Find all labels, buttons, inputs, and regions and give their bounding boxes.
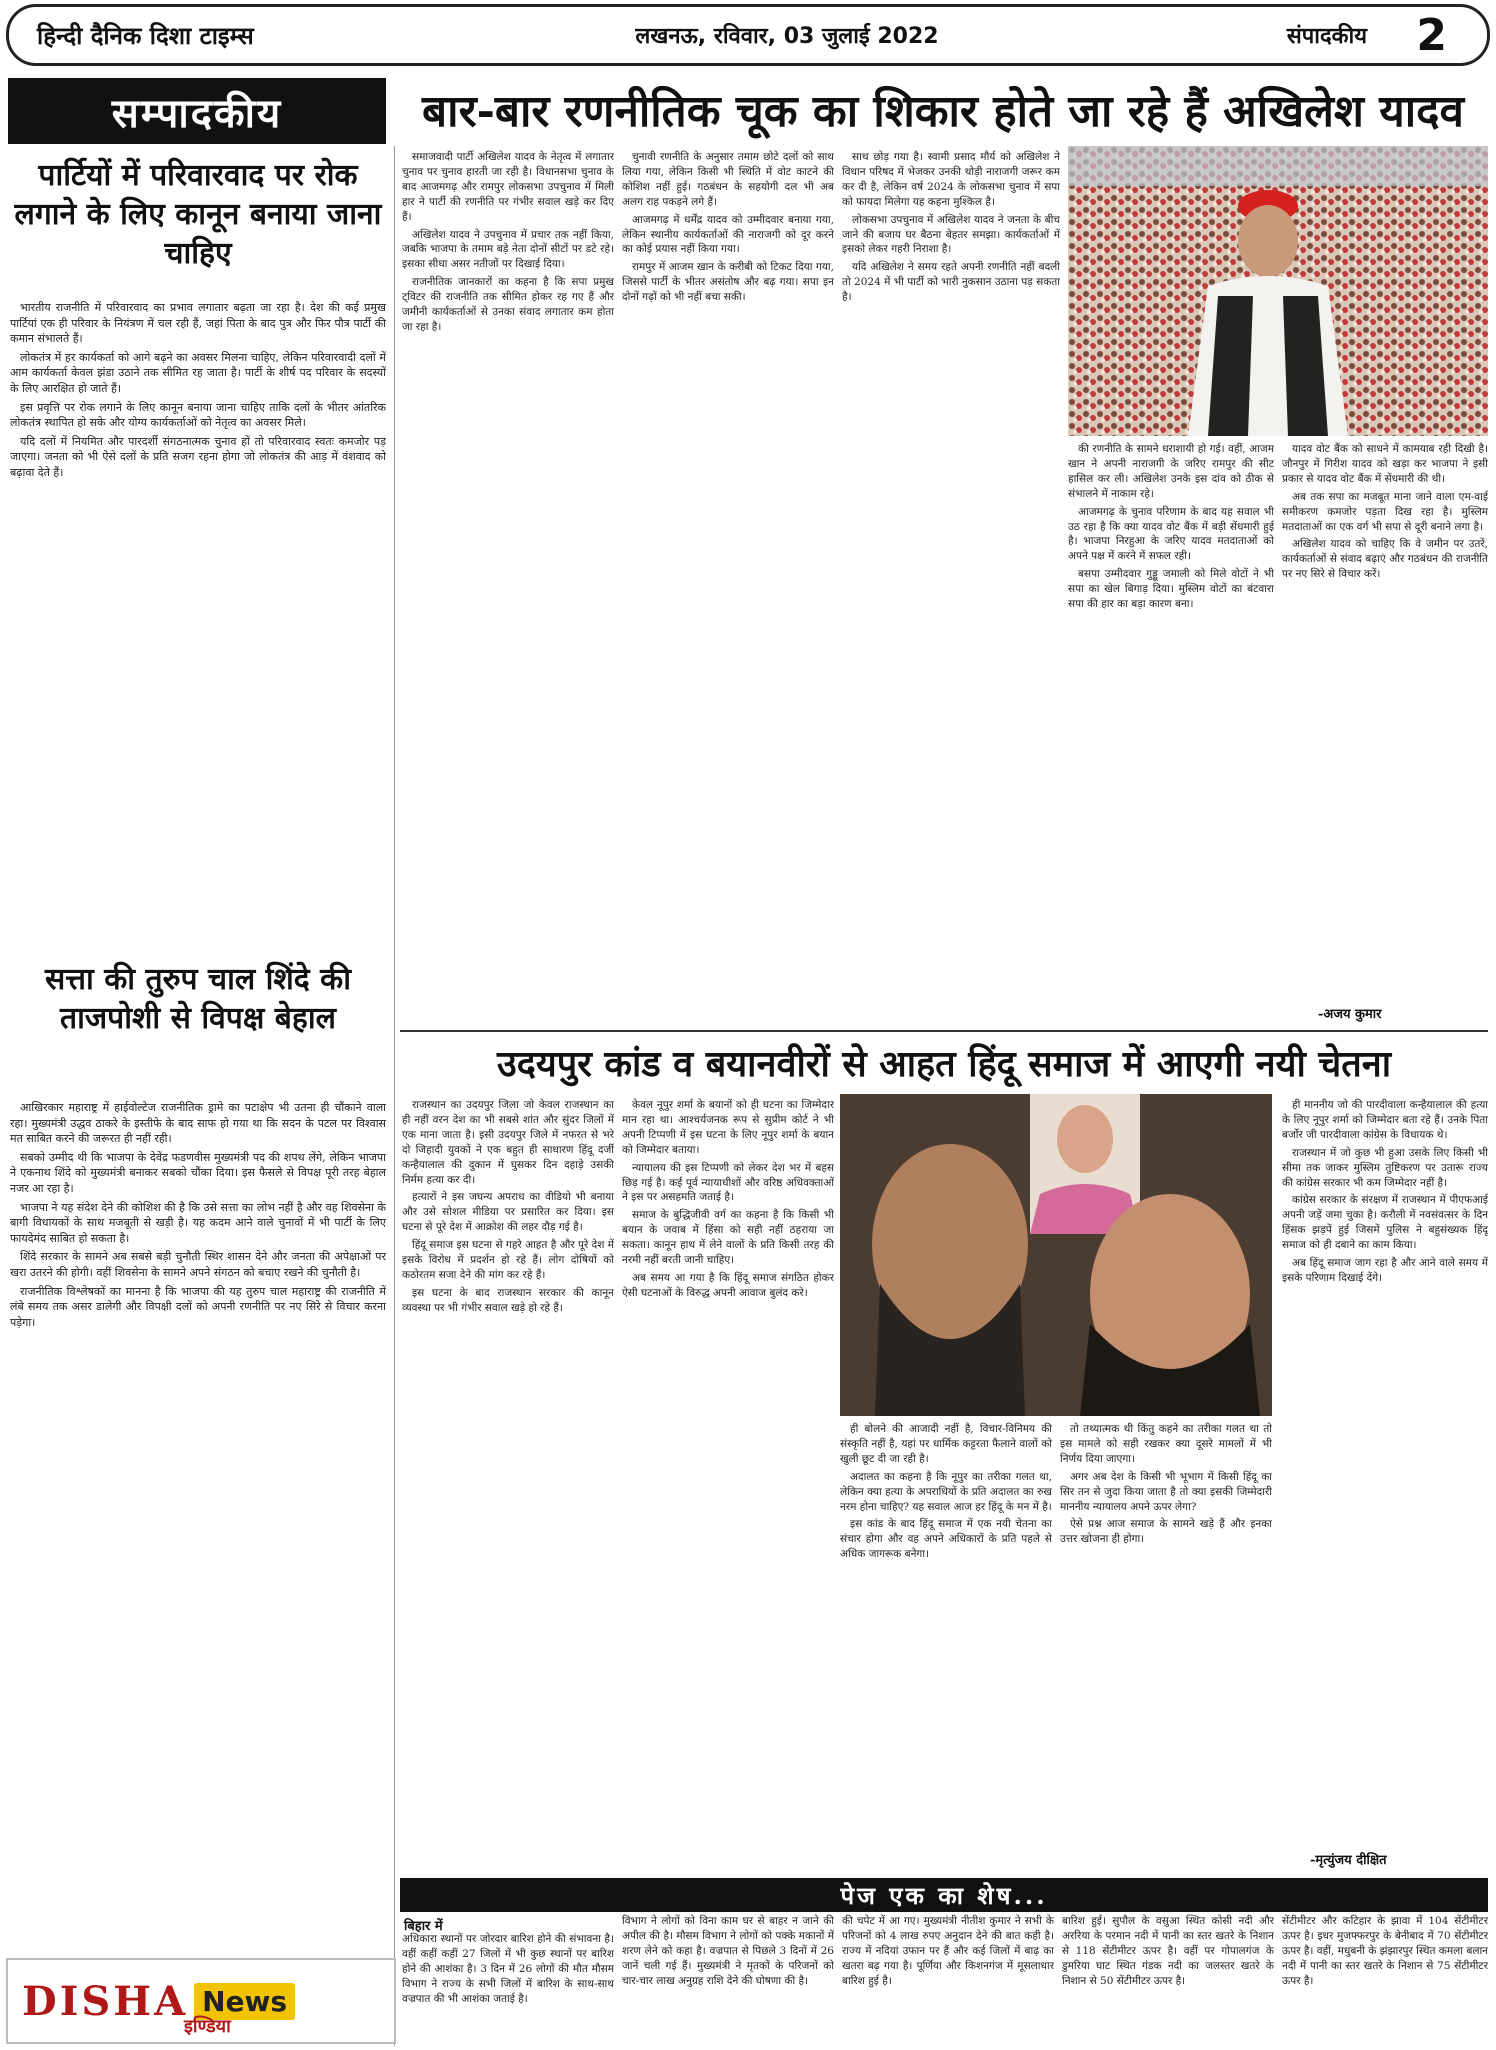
second-col-3	[840, 1422, 1052, 1870]
lead-paragraph: बसपा उम्मीदवार गुड्डू जमाली को मिले वोटों ने भी सपा का खेल बिगाड़ दिया। मुस्लिम वोटों का बंटवारा सपा की हार का बड़ा कारण बना।	[1068, 568, 1274, 611]
editorial-paragraph: यदि दलों में नियमित और पारदर्शी संगठनात्मक चुनाव हों तो परिवारवाद स्वतः कमजोर पड़ जाएगा। जनता को भी ऐसे दलों के प्रति सजग रहना होगा जो लोकतंत्र की आड़ में वंशवाद को बढ़ावा देते हैं।	[10, 434, 386, 480]
section-divider	[400, 1030, 1488, 1032]
editorial-paragraph: शिंदे सरकार के सामने अब सबसे बड़ी चुनौती स्थिर शासन देने और जनता की अपेक्षाओं पर खरा उतरने की होगी। वहीं शिवसेना के सामने अपने संगठन को बचाए रखने की चुनौती है।	[10, 1250, 386, 1280]
lead-paragraph: अब तक सपा का मजबूत माना जाने वाला एम-वाई समीकरण कमजोर पड़ता दिख रहा है। मुस्लिम मतदाताओं का एक वर्ग भी सपा से दूरी बनाने लगा है।	[1282, 490, 1488, 533]
editorial-label: सम्पादकीय	[8, 78, 386, 144]
second-paragraph: अगर अब देश के किसी भी भूभाग में किसी हिंदू का सिर तन से जुदा किया जाता है तो क्या इसकी जिम्मेदारी माननीय न्यायालय अपने ऊपर लेगा?	[1060, 1470, 1272, 1513]
paper-name: हिन्दी दैनिक दिशा टाइम्स	[37, 21, 254, 50]
editorial-paragraph: सबको उम्मीद थी कि भाजपा के देवेंद्र फडणवीस मुख्यमंत्री पद की शपथ लेंगे, लेकिन भाजपा ने एकनाथ शिंदे को मुख्यमंत्री बनाकर सबको चौंका दिया। इस फैसले से विपक्ष पूरी तरह बेहाल नजर आ रहा है।	[10, 1150, 386, 1196]
second-col-5	[1282, 1098, 1488, 1844]
brand-logo	[6, 1958, 396, 2044]
second-paragraph: समाज के बुद्धिजीवी वर्ग का कहना है कि किसी भी बयान के जवाब में हिंसा को सही नहीं ठहराया जा सकता। कानून हाथ में लेने वालों के प्रति किसी तरह की नरमी नहीं बरती जानी चाहिए।	[622, 1209, 834, 1267]
continued-col-4: बारिश हुई। सुपौल के वसुआ स्थित कोसी नदी और अररिया के परमान नदी में पानी का स्तर खतरे के निशान से 118 सेंटीमीटर ऊपर है। वहीं पर गोपालगंज के डुमरिया घाट स्थित गंडक नदी का जलस्तर खतरे के निशान से 50 सेंटीमीटर ऊपर है।	[1062, 1915, 1274, 1987]
lead-col-3	[842, 150, 1060, 1026]
lead-photo	[1068, 146, 1488, 436]
brand-news: News	[194, 1983, 295, 2020]
second-paragraph: हिंदू समाज इस घटना से गहरे आहत है और पूरे देश में इसके विरोध में प्रदर्शन हो रहे हैं। लोग दोषियों को कठोरतम सजा देने की मांग कर रहे हैं।	[402, 1239, 614, 1281]
lead-headline: बार-बार रणनीतिक चूक का शिकार होते जा रहे हैं अखिलेश यादव	[422, 86, 1464, 137]
lead-col-2	[622, 150, 834, 1026]
rally-photo-image	[1068, 146, 1488, 436]
second-paragraph: अदालत का कहना है कि नूपुर का तरीका गलत था, लेकिन क्या हत्या के अपराधियों के प्रति अदालत का रुख नरम होना चाहिए? यह सवाल आज हर हिंदू के मन में है।	[840, 1470, 1052, 1513]
lead-paragraph: लोकसभा उपचुनाव में अखिलेश यादव ने जनता के बीच जाने की बजाय घर बैठना बेहतर समझा। कार्यकर्ताओं में इसको लेकर गहरी निराशा है।	[842, 213, 1060, 256]
editorial-body-2	[10, 1100, 386, 1950]
editorial-paragraph: इस प्रवृत्ति पर रोक लगाने के लिए कानून बनाया जाना चाहिए ताकि दलों के भीतर आंतरिक लोकतंत्र स्थापित हो सके और योग्य कार्यकर्ताओं को नेतृत्व का अवसर मिले।	[10, 400, 386, 430]
second-paragraph: केवल नूपुर शर्मा के बयानों को ही घटना का जिम्मेदार मान रहा था। आश्चर्यजनक रूप से सुप्रीम कोर्ट ने भी अपनी टिप्पणी में इस घटना के लिए नूपुर शर्मा के बयान को जिम्मेदार बताया।	[622, 1099, 834, 1156]
second-col-2	[622, 1098, 834, 1870]
lead-paragraph: अखिलेश यादव को चाहिए कि वे जमीन पर उतरें, कार्यकर्ताओं से संवाद बढ़ाएं और गठबंधन की राजनीति पर नए सिरे से विचार करें।	[1282, 538, 1488, 581]
second-paragraph: ही बोलने की आजादी नहीं है, विचार-विनिमय की संस्कृति नहीं है, यहां पर धार्मिक कट्टरता फैलाने वालों को खुली छूट दी जा रही है।	[840, 1423, 1052, 1465]
second-paragraph: न्यायालय की इस टिप्पणी को लेकर देश भर में बहस छिड़ गई है। कई पूर्व न्यायाधीशों और वरिष्ठ अधिवक्ताओं ने इस पर असहमति जताई है।	[622, 1161, 834, 1204]
lead-paragraph: आजमगढ़ में धर्मेंद्र यादव को उम्मीदवार बनाया गया, लेकिन स्थानीय कार्यकर्ताओं की नाराजगी को दूर करने का कोई प्रयास नहीं किया गया।	[622, 213, 834, 256]
lead-paragraph: समाजवादी पार्टी अखिलेश यादव के नेतृत्व में लगातार चुनाव पर चुनाव हारती जा रही है। विधानसभा चुनाव के बाद आजमगढ़ और रामपुर लोकसभा उपचुनाव में मिली हार ने पार्टी की रणनीति पर गंभीर सवाल खड़े कर दिए हैं।	[402, 151, 614, 223]
editorial-headline-2: सत्ता की तुरुप चाल शिंदे की ताजपोशी से विपक्ष बेहाल	[45, 962, 351, 1036]
lead-paragraph: रामपुर में आजम खान के करीबी को टिकट दिया गया, जिससे पार्टी के भीतर असंतोष और बढ़ गया। सपा इन दोनों गढ़ों को भी नहीं बचा सकी।	[622, 261, 834, 304]
lead-paragraph: आजमगढ़ के चुनाव परिणाम के बाद यह सवाल भी उठ रहा है कि क्या यादव वोट बैंक में बड़ी सेंधमारी हुई है। भाजपा निरहुआ के जरिए यादव मतदाताओं को अपने पक्ष में करने में सफल रही।	[1068, 505, 1274, 563]
lead-paragraph: राजनीतिक जानकारों का कहना है कि सपा प्रमुख ट्विटर की राजनीति तक सीमित होकर रह गए हैं और जमीनी कार्यकर्ताओं से उनका संवाद लगातार कम होता जा रहा है।	[402, 276, 614, 333]
continued-banner: पेज एक का शेष...	[400, 1878, 1488, 1912]
editorial-paragraph: लोकतंत्र में हर कार्यकर्ता को आगे बढ़ने का अवसर मिलना चाहिए, लेकिन परिवारवादी दलों में आम कार्यकर्ता केवल झंडा उठाने तक सीमित रह जाता है। पार्टी के शीर्ष पद परिवार के सदस्यों के लिए आरक्षित हो जाते हैं।	[10, 350, 386, 396]
second-paragraph: हत्यारों ने इस जघन्य अपराध का वीडियो भी बनाया और उसे सोशल मीडिया पर प्रसारित कर दिया। इस घटना से पूरे देश में आक्रोश की लहर दौड़ गई है।	[402, 1191, 614, 1234]
lead-paragraph: की रणनीति के सामने धराशायी हो गई। वहीं, आजम खान ने अपनी नाराजगी के जरिए रामपुर की सीट हासिल कर ली। अखिलेश उनके इस दांव को ठीक से संभालने में नाकाम रहे।	[1068, 443, 1274, 500]
second-headline: उदयपुर कांड व बयानवीरों से आहत हिंदू समाज में आएगी नयी चेतना	[496, 1042, 1392, 1085]
section-name: संपादकीय	[1286, 24, 1367, 49]
brand-sub: इण्डिया	[184, 2016, 231, 2037]
lead-col-1	[402, 150, 614, 1026]
second-col-4	[1060, 1422, 1272, 1870]
lead-col-4	[1068, 442, 1274, 1026]
lead-paragraph: चुनावी रणनीति के अनुसार तमाम छोटे दलों को साथ लिया गया, लेकिन किसी भी स्थिति में वोट काटने की कोशिश नहीं हुई। गठबंधन के सहयोगी दल भी अब अलग राह पकड़ने लगे हैं।	[622, 151, 834, 208]
second-paragraph: कांग्रेस सरकार के संरक्षण में राजस्थान में पीएफआई अपनी जड़ें जमा चुका है। करौली में नवसंवत्सर के दिन हिंसक झड़पें हुई जिसमें पुलिस ने बहुसंख्यक हिंदू समाज को ही दबाने का काम किया।	[1282, 1194, 1488, 1252]
brand-name: DISHA	[22, 1977, 189, 2025]
second-photo	[840, 1094, 1272, 1416]
second-paragraph: इस घटना के बाद राजस्थान सरकार की कानून व्यवस्था पर भी गंभीर सवाल खड़े हो रहे हैं।	[402, 1286, 614, 1314]
masthead	[6, 4, 1490, 66]
second-paragraph: इस कांड के बाद हिंदू समाज में एक नयी चेतना का संचार होगा और वह अपने अधिकारों के प्रति पहले से अधिक जागरूक बनेगा।	[840, 1518, 1052, 1561]
page-number: 2	[1416, 9, 1447, 61]
continued-col-5: सेंटीमीटर और कटिहार के झावा में 104 सेंटीमीटर ऊपर है। इधर मुजफ्फरपुर के बेनीबाद में 70 सेंटीमीटर ऊपर है। वहीं, मधुबनी के झंझारपुर स्थित कमला बलान नदी में पानी का स्तर खतरे के निशान से 75 सेंटीमीटर ऊपर है।	[1282, 1915, 1488, 1987]
place-date: लखनऊ, रविवार, 03 जुलाई 2022	[635, 24, 939, 49]
second-paragraph: ही माननीय जो की पारदीवाला कन्हैयालाल की हत्या के लिए नूपुर शर्मा को जिम्मेदार बता रहे हैं। उनके पिता बर्जोर जी पारदीवाला कांग्रेस के विधायक थे।	[1282, 1099, 1488, 1141]
editorial-body-1	[10, 300, 386, 940]
editorial-paragraph: आखिरकार महाराष्ट्र में हाईवोल्टेज राजनीतिक ड्रामे का पटाक्षेप भी उतना ही चौंकाने वाला रहा। मुख्यमंत्री उद्धव ठाकरे के इस्तीफे के बाद साफ हो गया था कि सदन के पटल पर विश्वास मत साबित करने की जरूरत ही नहीं रही।	[10, 1101, 386, 1146]
lead-paragraph: साथ छोड़ गया है। स्वामी प्रसाद मौर्य को अखिलेश ने विधान परिषद में भेजकर उनकी थोड़ी नाराजगी जरूर कम कर दी है, लेकिन वर्ष 2024 के लोकसभा चुनाव में सपा को फायदा मिलेगा यह कहना मुश्किल है।	[842, 151, 1060, 208]
second-paragraph: राजस्थान में जो कुछ भी हुआ उसके लिए किसी भी सीमा तक जाकर मुस्लिम तुष्टिकरण पर उतारू राज्य की कांग्रेस सरकार भी कम जिम्मेदार नहीं है।	[1282, 1146, 1488, 1189]
column-divider	[394, 146, 395, 2046]
editorial-paragraph: भाजपा ने यह संदेश देने की कोशिश की है कि उसे सत्ता का लोभ नहीं है और वह शिवसेना के बागी विधायकों के साथ मजबूती से खड़ी है। यह कदम आने वाले चुनावों में भी पार्टी के लिए फायदेमंद साबित हो सकता है।	[10, 1200, 386, 1245]
editorial-headline-1: पार्टियों में परिवारवाद पर रोक लगाने के लिए कानून बनाया जाना चाहिए	[14, 158, 382, 271]
editorial-paragraph: भारतीय राजनीति में परिवारवाद का प्रभाव लगातार बढ़ता जा रहा है। देश की कई प्रमुख पार्टियां एक ही परिवार के नियंत्रण में चल रही हैं, जहां पिता के बाद पुत्र और फिर पौत्र पार्टी की कमान संभालते हैं।	[10, 301, 386, 346]
second-paragraph: राजस्थान का उदयपुर जिला जो केवल राजस्थान का ही नहीं वरन देश का भी सबसे शांत और सुंदर जिलों में एक माना जाता है। इसी उदयपुर जिले में नफरत से भरे दो जिहादी युवकों ने एक बहुत ही साधारण हिंदू दर्जी कन्हैयालाल की दुकान में घुसकर दिन दहाड़े उसकी निर्मम हत्या कर दी।	[402, 1099, 614, 1186]
second-paragraph: अब समय आ गया है कि हिंदू समाज संगठित होकर ऐसी घटनाओं के विरुद्ध अपनी आवाज बुलंद करे।	[622, 1271, 834, 1299]
lead-byline: -अजय कुमार	[1318, 1007, 1382, 1022]
continued-col-3: की चपेट में आ गए। मुख्यमंत्री नीतीश कुमार ने सभी के परिजनों को 4 लाख रुपए अनुदान देने की बात कही है। राज्य में नदियां उफान पर हैं और कई जिलों में बाढ़ का खतरा बढ़ गया है। पूर्णिया और किशनगंज में मूसलाधार बारिश हुई है।	[842, 1915, 1054, 1987]
second-paragraph: ऐसे प्रश्न आज समाज के सामने खड़े हैं और इनका उत्तर खोजना ही होगा।	[1060, 1518, 1272, 1546]
second-paragraph: तो तथ्यात्मक थी किंतु कहने का तरीका गलत था तो इस मामले को सही रखकर क्या दूसरे मामलों में भी निर्णय दिया जाएगा।	[1060, 1423, 1272, 1465]
lead-paragraph: यादव वोट बैंक को साधने में कामयाब रही दिखी है। जौनपुर में गिरीश यादव को खड़ा कर भाजपा ने इसी प्रकार से यादव वोट बैंक में सेंधमारी की थी।	[1282, 443, 1488, 485]
second-col-1	[402, 1098, 614, 1870]
lead-col-5	[1282, 442, 1488, 998]
lead-paragraph: यदि अखिलेश ने समय रहते अपनी रणनीति नहीं बदली तो 2024 में भी पार्टी को भारी नुकसान उठाना पड़ सकता है।	[842, 261, 1060, 304]
second-paragraph: अब हिंदू समाज जाग रहा है और आने वाले समय में इसके परिणाम दिखाई देंगे।	[1282, 1257, 1488, 1284]
continued-col-2: विभाग ने लोगों को विना काम घर से बाहर न जाने की अपील की है। मौसम विभाग ने लोगों को पक्के मकानों में शरण लेने को कहा है। वज्रपात से पिछले 3 दिनों में 26 जानें चली गई हैं। मुख्यमंत्री ने मृतकों के परिजनों को चार-चार लाख अनुग्रह राशि देने की घोषणा की है।	[622, 1915, 834, 1987]
continued-title: बिहार में	[404, 1919, 443, 1934]
editorial-paragraph: राजनीतिक विश्लेषकों का मानना है कि भाजपा की यह तुरुप चाल महाराष्ट्र की राजनीति में लंबे समय तक असर डालेगी और विपक्षी दलों को अपनी रणनीति पर नए सिरे से विचार करना पड़ेगा।	[10, 1284, 386, 1329]
second-byline: -मृत्युंजय दीक्षित	[1310, 1853, 1387, 1868]
continued-col-1: अधिकारा स्थानों पर जोरदार बारिश होने की संभावना है। वहीं कहीं कहीं 27 जिलों में भी कुछ स्थानों पर बारिश होने की आशंका है। 3 दिन में 26 लोगों की मौत मौसम विभाग ने राज्य के सभी जिलों में बारिश के साथ-साथ वज्रपात की भी आशंका जताई है।	[402, 1933, 614, 2005]
accused-photo-image	[840, 1094, 1272, 1416]
lead-paragraph: अखिलेश यादव ने उपचुनाव में प्रचार तक नहीं किया, जबकि भाजपा के तमाम बड़े नेता दोनों सीटों पर डटे रहे। इसका सीधा असर नतीजों पर दिखाई दिया।	[402, 228, 614, 271]
